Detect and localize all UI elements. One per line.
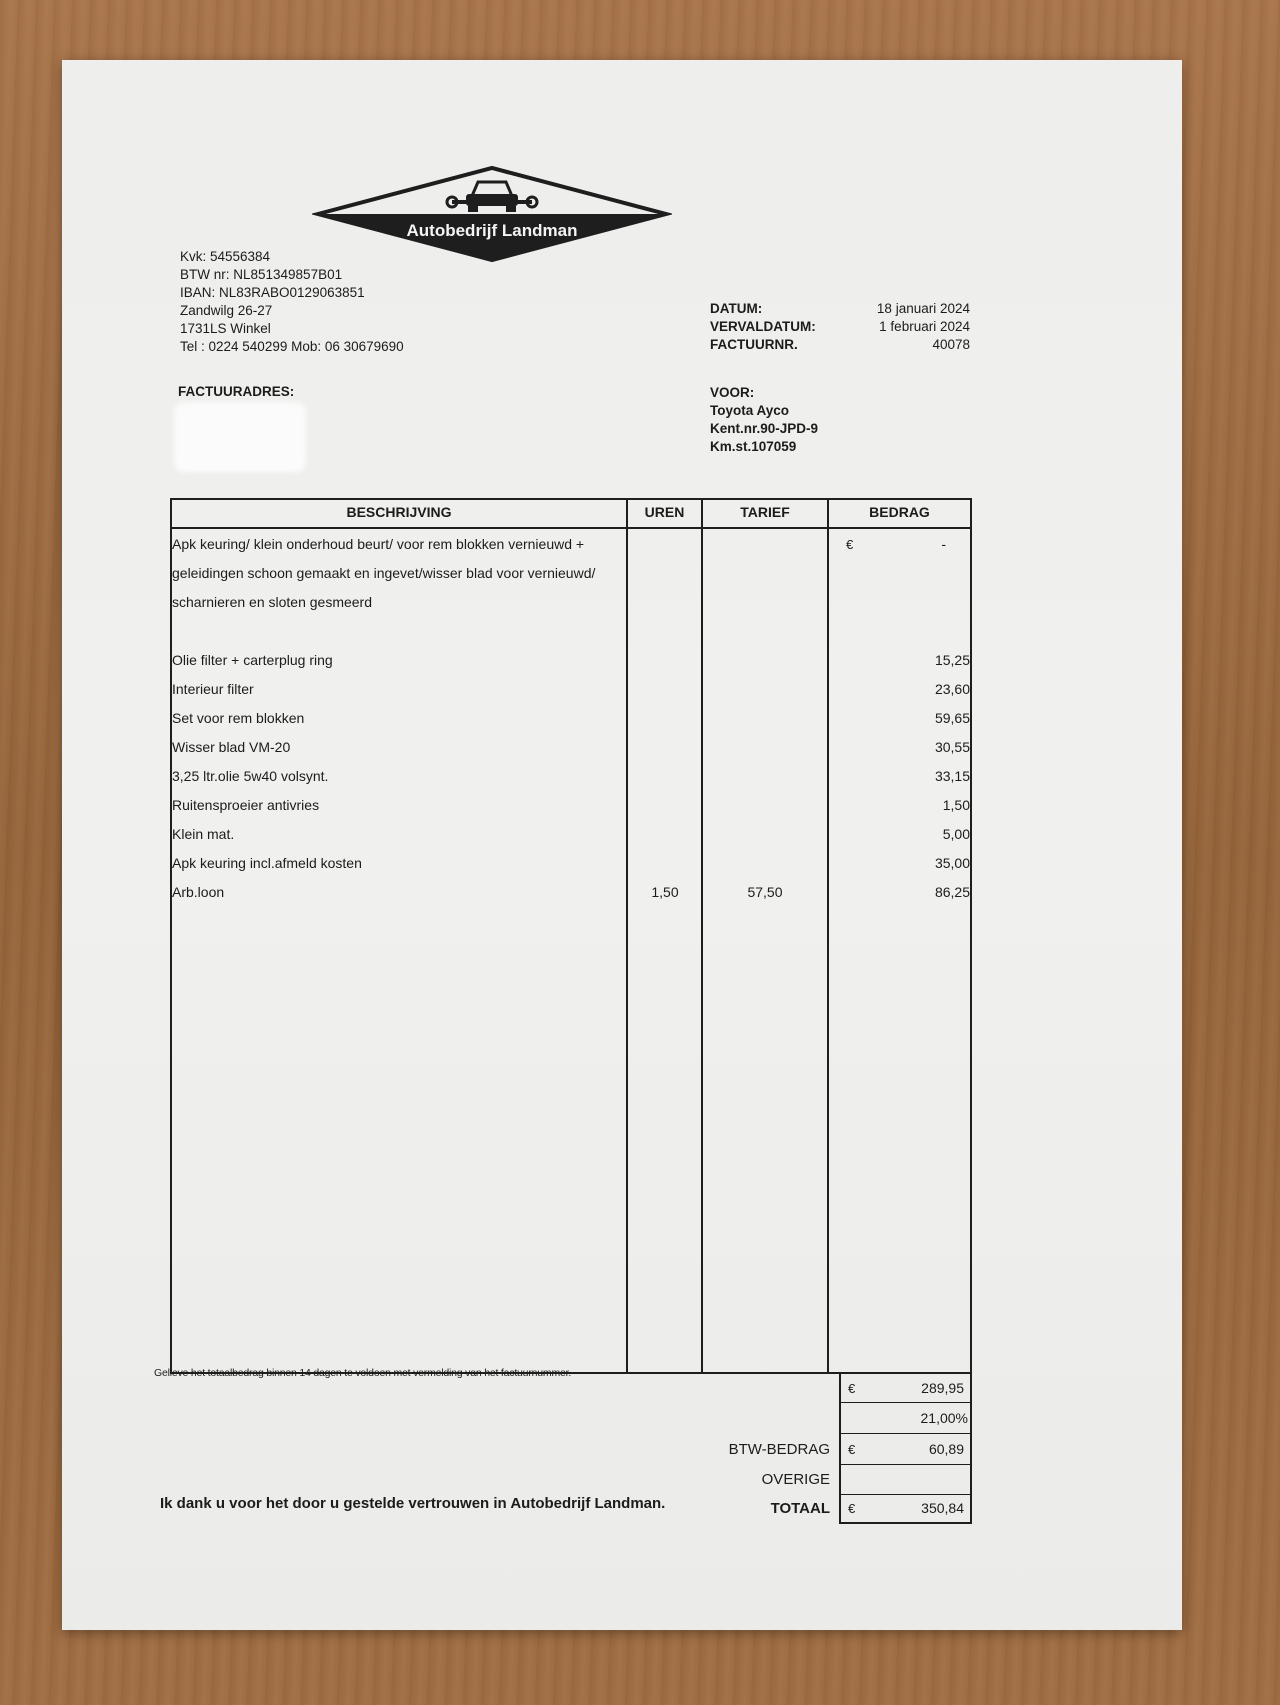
header-description: BESCHRIJVING: [346, 504, 452, 520]
summary-divider: [839, 1433, 972, 1434]
table-right-border: [970, 498, 972, 1374]
table-col-divider: [701, 498, 703, 1374]
row-amount: 59,65: [934, 710, 970, 726]
date-value: 18 januari 2024: [876, 301, 970, 316]
redacted-address: [174, 402, 306, 472]
invoice-paper: [62, 60, 1182, 1630]
table-header-border: [170, 527, 972, 529]
total-currency: €: [848, 1501, 856, 1516]
vat-currency: €: [848, 1442, 856, 1457]
total-value: 350,84: [921, 1500, 964, 1516]
row-description: Arb.loon: [172, 884, 225, 900]
row-amount: 30,55: [934, 739, 970, 755]
first-amount-dash: -: [941, 536, 946, 552]
row-description: Wisser blad VM-20: [172, 739, 291, 755]
currency-symbol: €: [846, 537, 854, 552]
invoice-meta-values: [862, 300, 970, 354]
btw-number: BTW nr: NL851349857B01: [180, 267, 343, 282]
company-name: Autobedrijf Landman: [406, 221, 578, 240]
company-info: [180, 248, 404, 356]
subtotal-value: 289,95: [921, 1380, 964, 1396]
phone-numbers: Tel : 0224 540299 Mob: 06 30679690: [180, 339, 404, 354]
row-rate: 57,50: [747, 884, 783, 900]
due-date-value: 1 februari 2024: [879, 319, 970, 334]
row-amount: 33,15: [934, 768, 970, 784]
row-amount: 15,25: [934, 652, 970, 668]
street-address: Zandwilg 26-27: [180, 303, 273, 318]
row-description: Olie filter + carterplug ring: [172, 652, 333, 668]
row-description: geleidingen schoon gemaakt en ingevet/wisser blad voor vernieuwd/: [172, 565, 596, 581]
row-amount: 23,60: [934, 681, 970, 697]
due-date-label: VERVALDATUM:: [710, 319, 816, 334]
other-label: OVERIGE: [761, 1471, 830, 1488]
row-amount: 86,25: [934, 884, 970, 900]
table-col-divider: [827, 498, 829, 1374]
car-wrench-icon: [447, 182, 537, 212]
row-hours: 1,50: [651, 884, 679, 900]
row-description: 3,25 ltr.olie 5w40 volsynt.: [172, 768, 329, 784]
row-description: Klein mat.: [172, 826, 235, 842]
kvk-number: Kvk: 54556384: [180, 249, 271, 264]
date-label: DATUM:: [710, 301, 763, 316]
city: 1731LS Winkel: [180, 321, 271, 336]
vehicle-info: [710, 384, 818, 456]
summary-right-border: [970, 1374, 972, 1524]
header-amount: BEDRAG: [869, 504, 930, 520]
row-description: Apk keuring incl.afmeld kosten: [172, 855, 362, 871]
row-description: scharnieren en sloten gesmeerd: [172, 594, 373, 610]
total-label: TOTAAL: [770, 1500, 830, 1517]
row-amount: 1,50: [942, 797, 970, 813]
summary-divider: [839, 1464, 972, 1465]
vat-rate: 21,00%: [920, 1410, 968, 1426]
row-amount: 5,00: [942, 826, 970, 842]
subtotal-currency: €: [848, 1381, 856, 1396]
license-plate: Kent.nr.90-JPD-9: [710, 421, 819, 436]
header-rate: TARIEF: [740, 504, 790, 520]
thank-you-note: Ik dank u voor het door u gestelde vertrouwen in Autobedrijf Landman.: [160, 1495, 666, 1512]
table-col-divider: [626, 498, 628, 1374]
invoice-number-value: 40078: [932, 337, 970, 352]
voor-label: VOOR:: [710, 385, 755, 400]
row-description: Interieur filter: [172, 681, 254, 697]
row-description: Apk keuring/ klein onderhoud beurt/ voor rem blokken vernieuwd +: [172, 536, 585, 552]
table-left-border: [170, 498, 172, 1374]
summary-left-border: [839, 1374, 841, 1524]
header-hours: UREN: [644, 504, 685, 520]
invoice-number-label: FACTUURNR.: [710, 337, 798, 352]
vehicle-model: Toyota Ayco: [710, 403, 790, 418]
iban: IBAN: NL83RABO0129063851: [180, 285, 365, 300]
row-amount: 35,00: [934, 855, 970, 871]
row-description: Set voor rem blokken: [172, 710, 305, 726]
row-description: Ruitensproeier antivries: [172, 797, 320, 813]
mileage: Km.st.107059: [710, 439, 797, 454]
vat-amount: 60,89: [928, 1441, 964, 1457]
billing-address-label: FACTUURADRES:: [178, 384, 295, 399]
vat-label: BTW-BEDRAG: [728, 1441, 830, 1458]
payment-note: Gelieve het totaalbedrag binnen 14 dagen te voldoen met vermelding van het factuurnummer.: [154, 1367, 572, 1379]
invoice-meta-labels: [710, 300, 816, 354]
